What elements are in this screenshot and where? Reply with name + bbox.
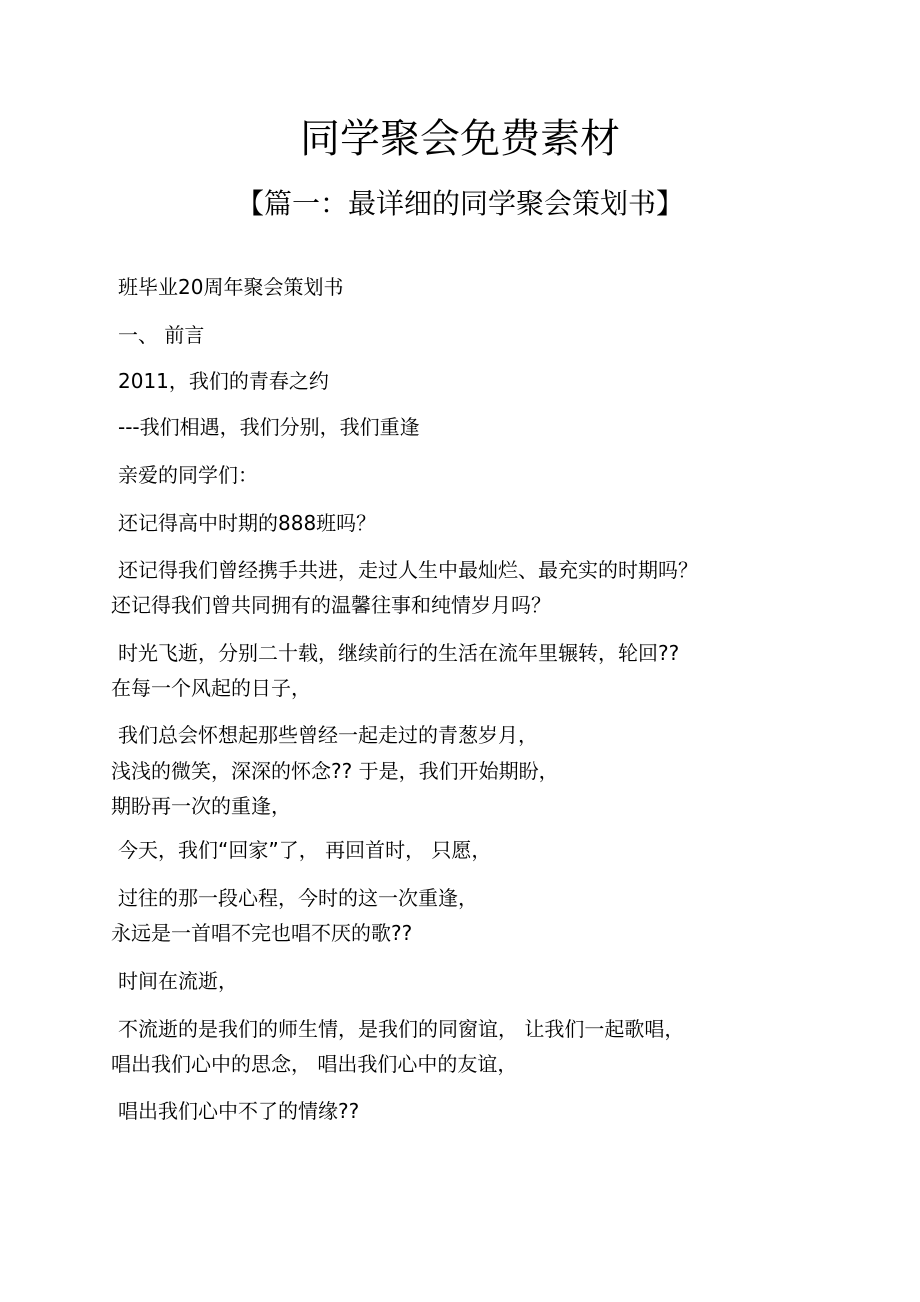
text-line: 还记得我们曾经携手共进，走过人生中最灿烂、最充实的时期吗？: [118, 558, 698, 582]
text-line: 亲爱的同学们：: [118, 463, 258, 487]
text-line: ---我们相遇，我们分别，我们重逢: [118, 415, 420, 439]
text-line: 唱出我们心中不了的情缘??: [118, 1099, 360, 1123]
text-line: 过往的那一段心程，今时的这一次重逢，: [118, 886, 478, 910]
section-heading-preface: 一、 前言: [118, 323, 205, 347]
text-line: 唱出我们心中的思念， 唱出我们心中的友谊，: [111, 1052, 518, 1076]
text-line: 时光飞逝，分别二十载，继续前行的生活在流年里辗转，轮回??: [118, 641, 680, 665]
text-line: 2011，我们的青春之约: [118, 369, 329, 393]
text-line: 我们总会怀想起那些曾经一起走过的青葱岁月，: [118, 723, 538, 747]
text-line: 浅浅的微笑，深深的怀念?? 于是，我们开始期盼，: [111, 759, 559, 783]
document-subtitle: 【篇一：最详细的同学聚会策划书】: [235, 187, 684, 220]
text-line: 还记得高中时期的888班吗？: [118, 511, 377, 535]
plan-heading: 班毕业20周年聚会策划书: [118, 275, 344, 299]
text-line: 期盼再一次的重逢，: [111, 794, 291, 818]
text-line: 在每一个风起的日子，: [111, 676, 311, 700]
text-line: 还记得我们曾共同拥有的温馨往事和纯情岁月吗？: [111, 593, 551, 617]
document-title: 同学聚会免费素材: [300, 116, 620, 162]
text-line: 不流逝的是我们的师生情，是我们的同窗谊， 让我们一起歌唱，: [118, 1017, 685, 1041]
text-line: 永远是一首唱不完也唱不厌的歌??: [111, 921, 413, 945]
text-line: 时间在流逝，: [118, 969, 238, 993]
text-line: 今天，我们“回家”了， 再回首时， 只愿，: [118, 838, 492, 862]
